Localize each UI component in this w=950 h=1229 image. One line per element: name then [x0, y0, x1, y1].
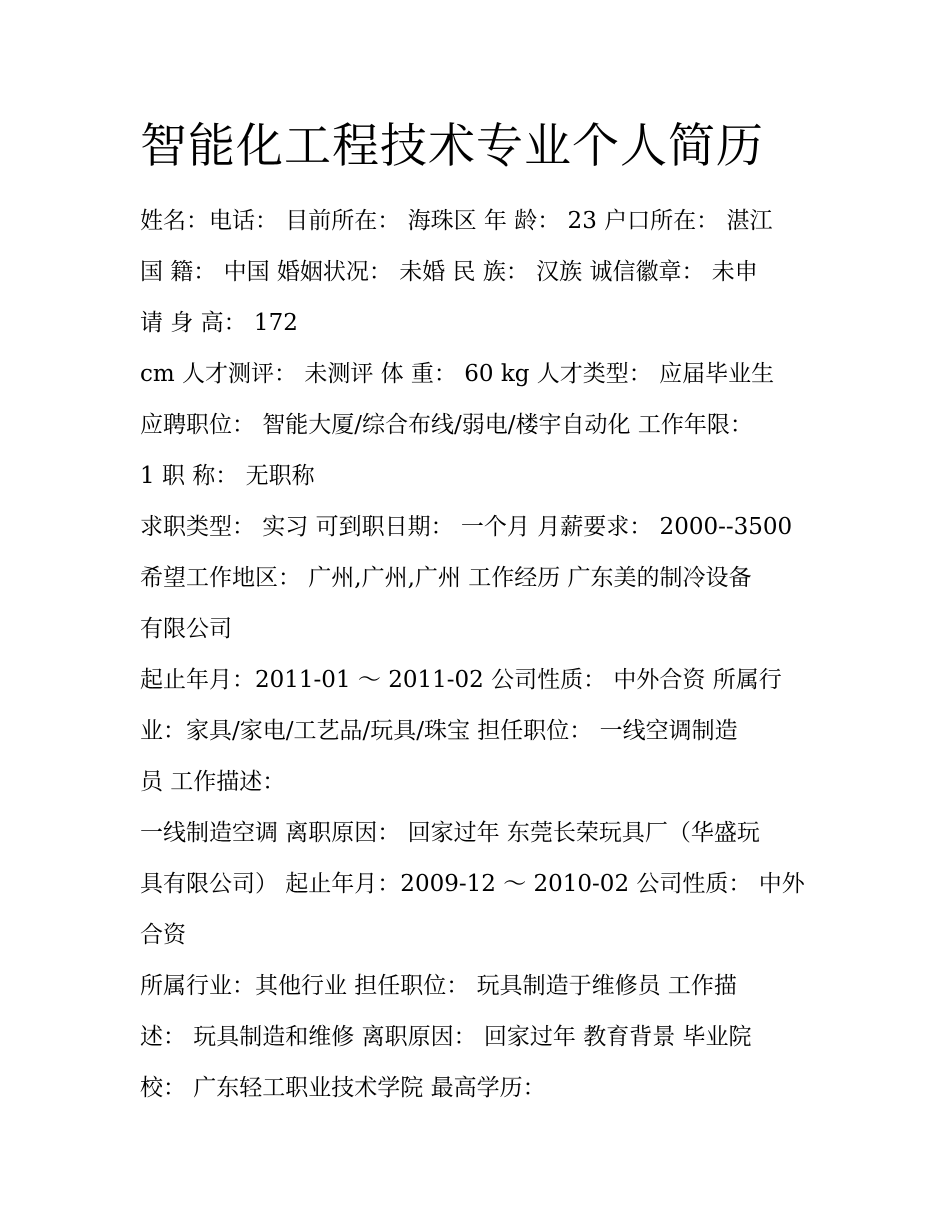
- body-line: 1 职 称： 无职称: [140, 463, 315, 489]
- page-title: 智能化工程技术专业个人简历: [140, 119, 764, 174]
- body-line: 求职类型： 实习 可到职日期： 一个月 月薪要求： 2000--3500: [140, 514, 793, 540]
- body-line: 述： 玩具制造和维修 离职原因： 回家过年 教育背景 毕业院: [140, 1024, 752, 1050]
- body-line: 姓名：电话： 目前所在： 海珠区 年 龄： 23 户口所在： 湛江: [140, 208, 773, 234]
- body-line: 具有限公司） 起止年月：2009-12 ～ 2010-02 公司性质： 中外: [140, 871, 805, 897]
- body-line: 业：家具/家电/工艺品/玩具/珠宝 担任职位： 一线空调制造: [140, 718, 738, 744]
- body-line: 有限公司: [140, 616, 232, 642]
- body-line: 一线制造空调 离职原因： 回家过年 东莞长荣玩具厂（华盛玩: [140, 820, 760, 846]
- body-line: 希望工作地区： 广州,广州,广州 工作经历 广东美的制冷设备: [140, 565, 752, 591]
- body-line: 校： 广东轻工职业技术学院 最高学历：: [140, 1075, 546, 1101]
- body-line: 应聘职位： 智能大厦/综合布线/弱电/楼宇自动化 工作年限：: [140, 412, 753, 438]
- body-line: cm 人才测评： 未测评 体 重： 60 kg 人才类型： 应届毕业生: [140, 361, 775, 387]
- body-line: 国 籍： 中国 婚姻状况： 未婚 民 族： 汉族 诚信徽章： 未申: [140, 259, 758, 285]
- resume-body: [140, 196, 840, 1114]
- body-line: 请 身 高： 172: [140, 310, 298, 336]
- body-line: 起止年月：2011-01 ～ 2011-02 公司性质： 中外合资 所属行: [140, 667, 782, 693]
- body-line: 合资: [140, 922, 186, 948]
- body-line: 所属行业：其他行业 担任职位： 玩具制造于维修员 工作描: [140, 973, 737, 999]
- body-line: 员 工作描述：: [140, 769, 286, 795]
